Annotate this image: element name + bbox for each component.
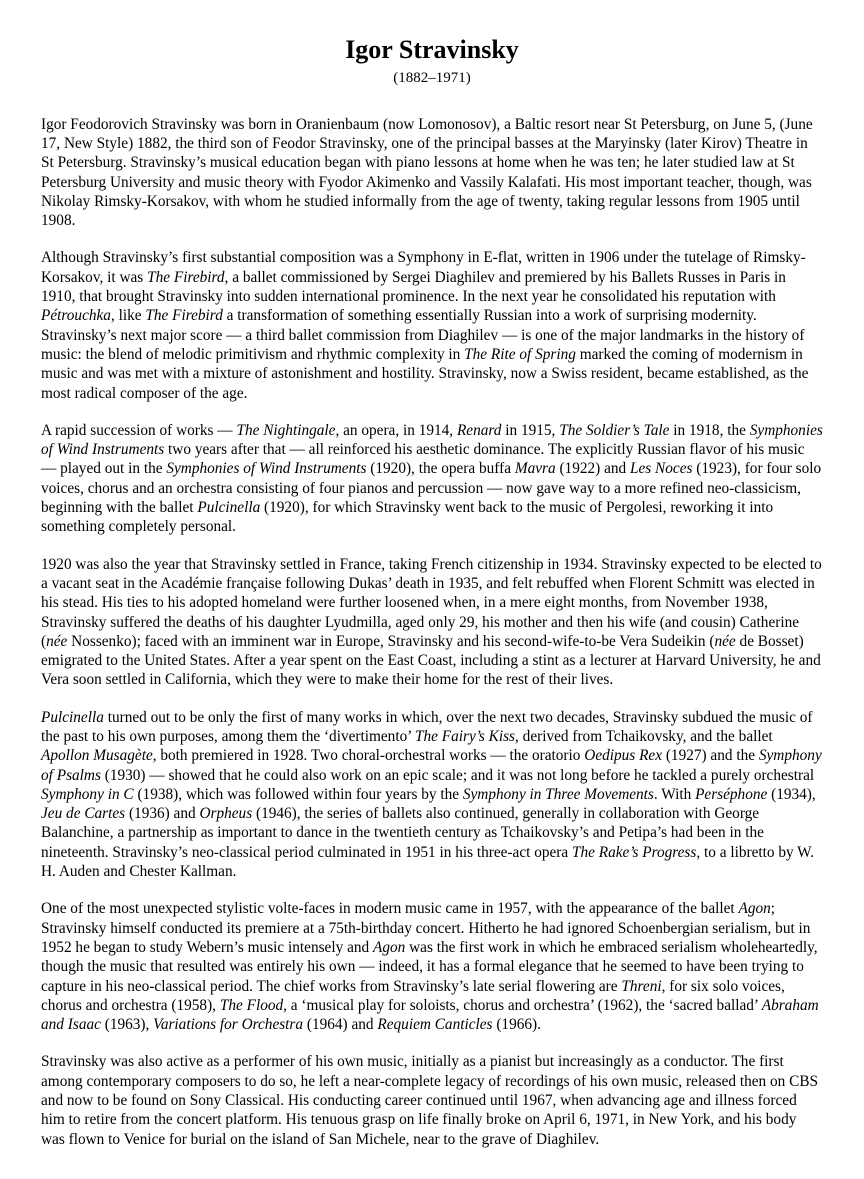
text-run: , for six solo voices, chorus and orchestra (1958), (41, 977, 785, 1014)
work-title-italic: Symphony in Three Movements (462, 785, 654, 803)
text-run: a transformation of something essentially Russian into a work of surprising modernity. Stravinsky’s next major score — a third ballet commission from Diaghilev — is one of the major landmarks in the history of music: the blend of melodic primitivism and rhythmic complexity in (41, 307, 805, 363)
text-run: , an opera, in 1914, (335, 421, 457, 439)
text-run: (1923), for four solo voices, chorus and an orchestra consisting of four pianos and percussion — now gave way to a more refined neo-classicism, beginning with the ballet (41, 460, 822, 517)
text-run: (1946), the series of ballets also continued, generally in collaboration with George Balanchine, a partnership as important to dance in the twentieth century as Tchaikovsky’s and Petipa’s had been in the nineteenth. Stravinsky’s neo-classical period culminated in 1951 in his three-act opera (41, 805, 764, 861)
work-title-italic: Symphonies of Wind Instruments (166, 460, 367, 478)
text-run: Stravinsky was also active as a performer of his own music, initially as a pianist but increasingly as a conductor. The first among contemporary composers to do so, he left a near-complete legacy of recordings of his own music, released then on CBS and now to be found on Sony Classical. His conducting career continued until 1967, when advancing age and illness forced him to retire from the concert platform. His tenuous grasp on life finally broke on April 6, 1971, in New York, and his body was flown to Venice for burial on the island of San Michele, near to the grave of Diaghilev. (41, 1053, 819, 1148)
text-run: (1938), which was followed within four years by the (133, 785, 463, 803)
work-title-italic: The Nightingale (236, 421, 336, 439)
work-title-italic: Symphony in C (41, 785, 134, 803)
work-title-italic: The Rake’s Progress (571, 843, 697, 861)
text-run: 1920 was also the year that Stravinsky settled in France, taking French citizenship in 1934. Stravinsky expected to be elected to a vacant seat in the Académie française following Dukas’ death in 1935, and felt rebuffed when Florent Schmitt was elected in his stead. His ties to his adopted homeland were further loosened when, in a mere eight months, from November 1938, Stravinsky suffered the deaths of his daughter Lyudmilla, aged only 29, his mother and then his wife (and cousin) Catherine ( (41, 555, 822, 650)
work-title-italic: Pulcinella (41, 708, 104, 726)
work-title-italic: The Soldier’s Tale (559, 421, 670, 439)
paragraph (41, 708, 823, 882)
work-title-italic: The Flood (219, 996, 284, 1014)
text-run: , a ballet commissioned by Sergei Diaghilev and premiered by his Ballets Russes in Paris in 1910, that brought Stravinsky into sudden international prominence. In the next year he consolidated his reputation with (41, 268, 786, 306)
text-run: in 1915, (501, 421, 560, 439)
work-title-italic: Variations for Orchestra (153, 1016, 304, 1034)
work-title-italic: Perséphone (695, 785, 768, 803)
work-title-italic: The Firebird (147, 268, 225, 286)
document-title: Igor Stravinsky (345, 35, 519, 64)
text-run: Nossenko); faced with an imminent war in Europe, Stravinsky and his second-wife-to-be Vera Sudeikin ( (67, 632, 715, 650)
paragraph (41, 115, 823, 231)
work-title-italic: Apollon Musagète (41, 747, 153, 765)
text-run: , a ‘musical play for soloists, chorus and orchestra’ (1962), the ‘sacred ballad’ (283, 996, 762, 1014)
text-run: (1922) and (555, 460, 630, 478)
paragraph (41, 1052, 823, 1148)
text-run: (1964) and (303, 1016, 378, 1034)
work-title-italic: Requiem Canticles (377, 1016, 493, 1034)
work-title-italic: Les Noces (629, 460, 693, 478)
text-run: (1936) and (125, 805, 200, 823)
text-run: (1927) and the (662, 747, 759, 765)
document-body (41, 115, 823, 1149)
text-run: de Bosset) emigrated to the United States. After a year spent on the East Coast, including a stint as a lecturer at Harvard University, he and Vera soon settled in California, which they were to make their home for the rest of their lives. (41, 632, 821, 689)
text-run: in 1918, the (669, 421, 750, 439)
work-title-italic: Jeu de Cartes (41, 805, 126, 823)
work-title-italic: Threni (621, 977, 662, 995)
work-title-italic: Agon (738, 900, 771, 918)
text-run: (1966). (492, 1016, 541, 1034)
text-run: Although Stravinsky’s first substantial composition was a Symphony in E-flat, written in 1906 under the tutelage of Rimsky-Korsakov, it was (41, 249, 806, 286)
text-run: One of the most unexpected stylistic volte-faces in modern music came in 1957, with the appearance of the ballet (41, 900, 739, 918)
work-title-italic: The Firebird (145, 307, 223, 325)
text-run: , derived from Tchaikovsky, and the ballet (515, 728, 773, 745)
text-run: marked the coming of modernism in music and was met with a mixture of astonishment and hostility. Stravinsky, now a Swiss resident, became established, as the most radical composer of the age. (41, 345, 809, 402)
paragraph (41, 555, 823, 690)
text-run: , both premiered in 1928. Two choral-orchestral works — the oratorio (152, 747, 585, 765)
text-run: (1920), the opera buffa (366, 460, 515, 478)
paragraph (41, 899, 823, 1034)
work-title-italic: Agon (372, 938, 406, 956)
work-title-italic: The Rite of Spring (464, 345, 576, 363)
text-run: , to a libretto by W. H. Auden and Chester Kallman. (41, 843, 815, 881)
paragraph (41, 248, 823, 402)
text-run: Igor Feodorovich Stravinsky was born in Oranienbaum (now Lomonosov), a Baltic resort near St Petersburg, on June 5, (June 17, New Style) 1882, the third son of Feodor Stravinsky, one of the principal basses at the Maryinsky (later Kirov) Theatre in St Petersburg. Stravinsky’s musical education began with piano lessons at home when he was ten; he later studied law at St Petersburg University and music theory with Fyodor Akimenko and Vassily Kalafati. His most important teacher, though, was Nikolay Rimsky-Korsakov, with whom he studied informally from the age of twenty, taking regular lessons from 1905 until 1908. (41, 115, 813, 230)
work-title-italic: Symphony of Psalms (41, 747, 822, 784)
work-title-italic: Oedipus Rex (584, 747, 662, 765)
text-run: was the first work in which he embraced serialism wholeheartedly, though the music that resulted was entirely his own — indeed, it has a formal elegance that he seemed to have been trying to capture in his neo-classical period. The chief works from Stravinsky’s late serial flowering are (41, 938, 818, 995)
work-title-italic: The Fairy’s Kiss (415, 728, 516, 745)
text-run: A rapid succession of works — (41, 421, 237, 439)
work-title-italic: Renard (456, 421, 502, 439)
work-title-italic: Pétrouchka (41, 307, 111, 325)
text-run: . With (653, 785, 696, 803)
text-run: two years after that — all reinforced his aesthetic dominance. The explicitly Russian flavor of his music — played out in the (41, 441, 805, 478)
work-title-italic: Orpheus (199, 805, 253, 823)
text-run: ; Stravinsky himself conducted its premiere at a 75th-birthday concert. Hitherto he had ignored Schoenbergian serialism, but in 1952 he began to study Webern’s music intensely and (41, 900, 811, 956)
work-title-italic: née (46, 632, 68, 650)
text-run: , like (110, 307, 146, 325)
text-run: (1920), for which Stravinsky went back to the music of Pergolesi, reworking it into something completely personal. (41, 499, 774, 536)
text-run: (1934), (767, 785, 816, 803)
document-subtitle: (1882–1971) (393, 70, 471, 87)
paragraph (41, 421, 823, 537)
work-title-italic: Mavra (514, 460, 556, 478)
text-run: (1930) — showed that he could also work on an epic scale; and it was not long before he tackled a purely orchestral (100, 766, 815, 784)
text-run: (1963), (100, 1016, 154, 1034)
work-title-italic: Symphonies of Wind Instruments (41, 421, 823, 459)
text-run: turned out to be only the first of many works in which, over the next two decades, Stravinsky subdued the music of the past to his own purposes, among them the ‘divertimento’ (41, 708, 813, 745)
work-title-italic: née (714, 632, 736, 650)
work-title-italic: Abraham and Isaac (41, 996, 819, 1034)
work-title-italic: Pulcinella (197, 499, 261, 517)
